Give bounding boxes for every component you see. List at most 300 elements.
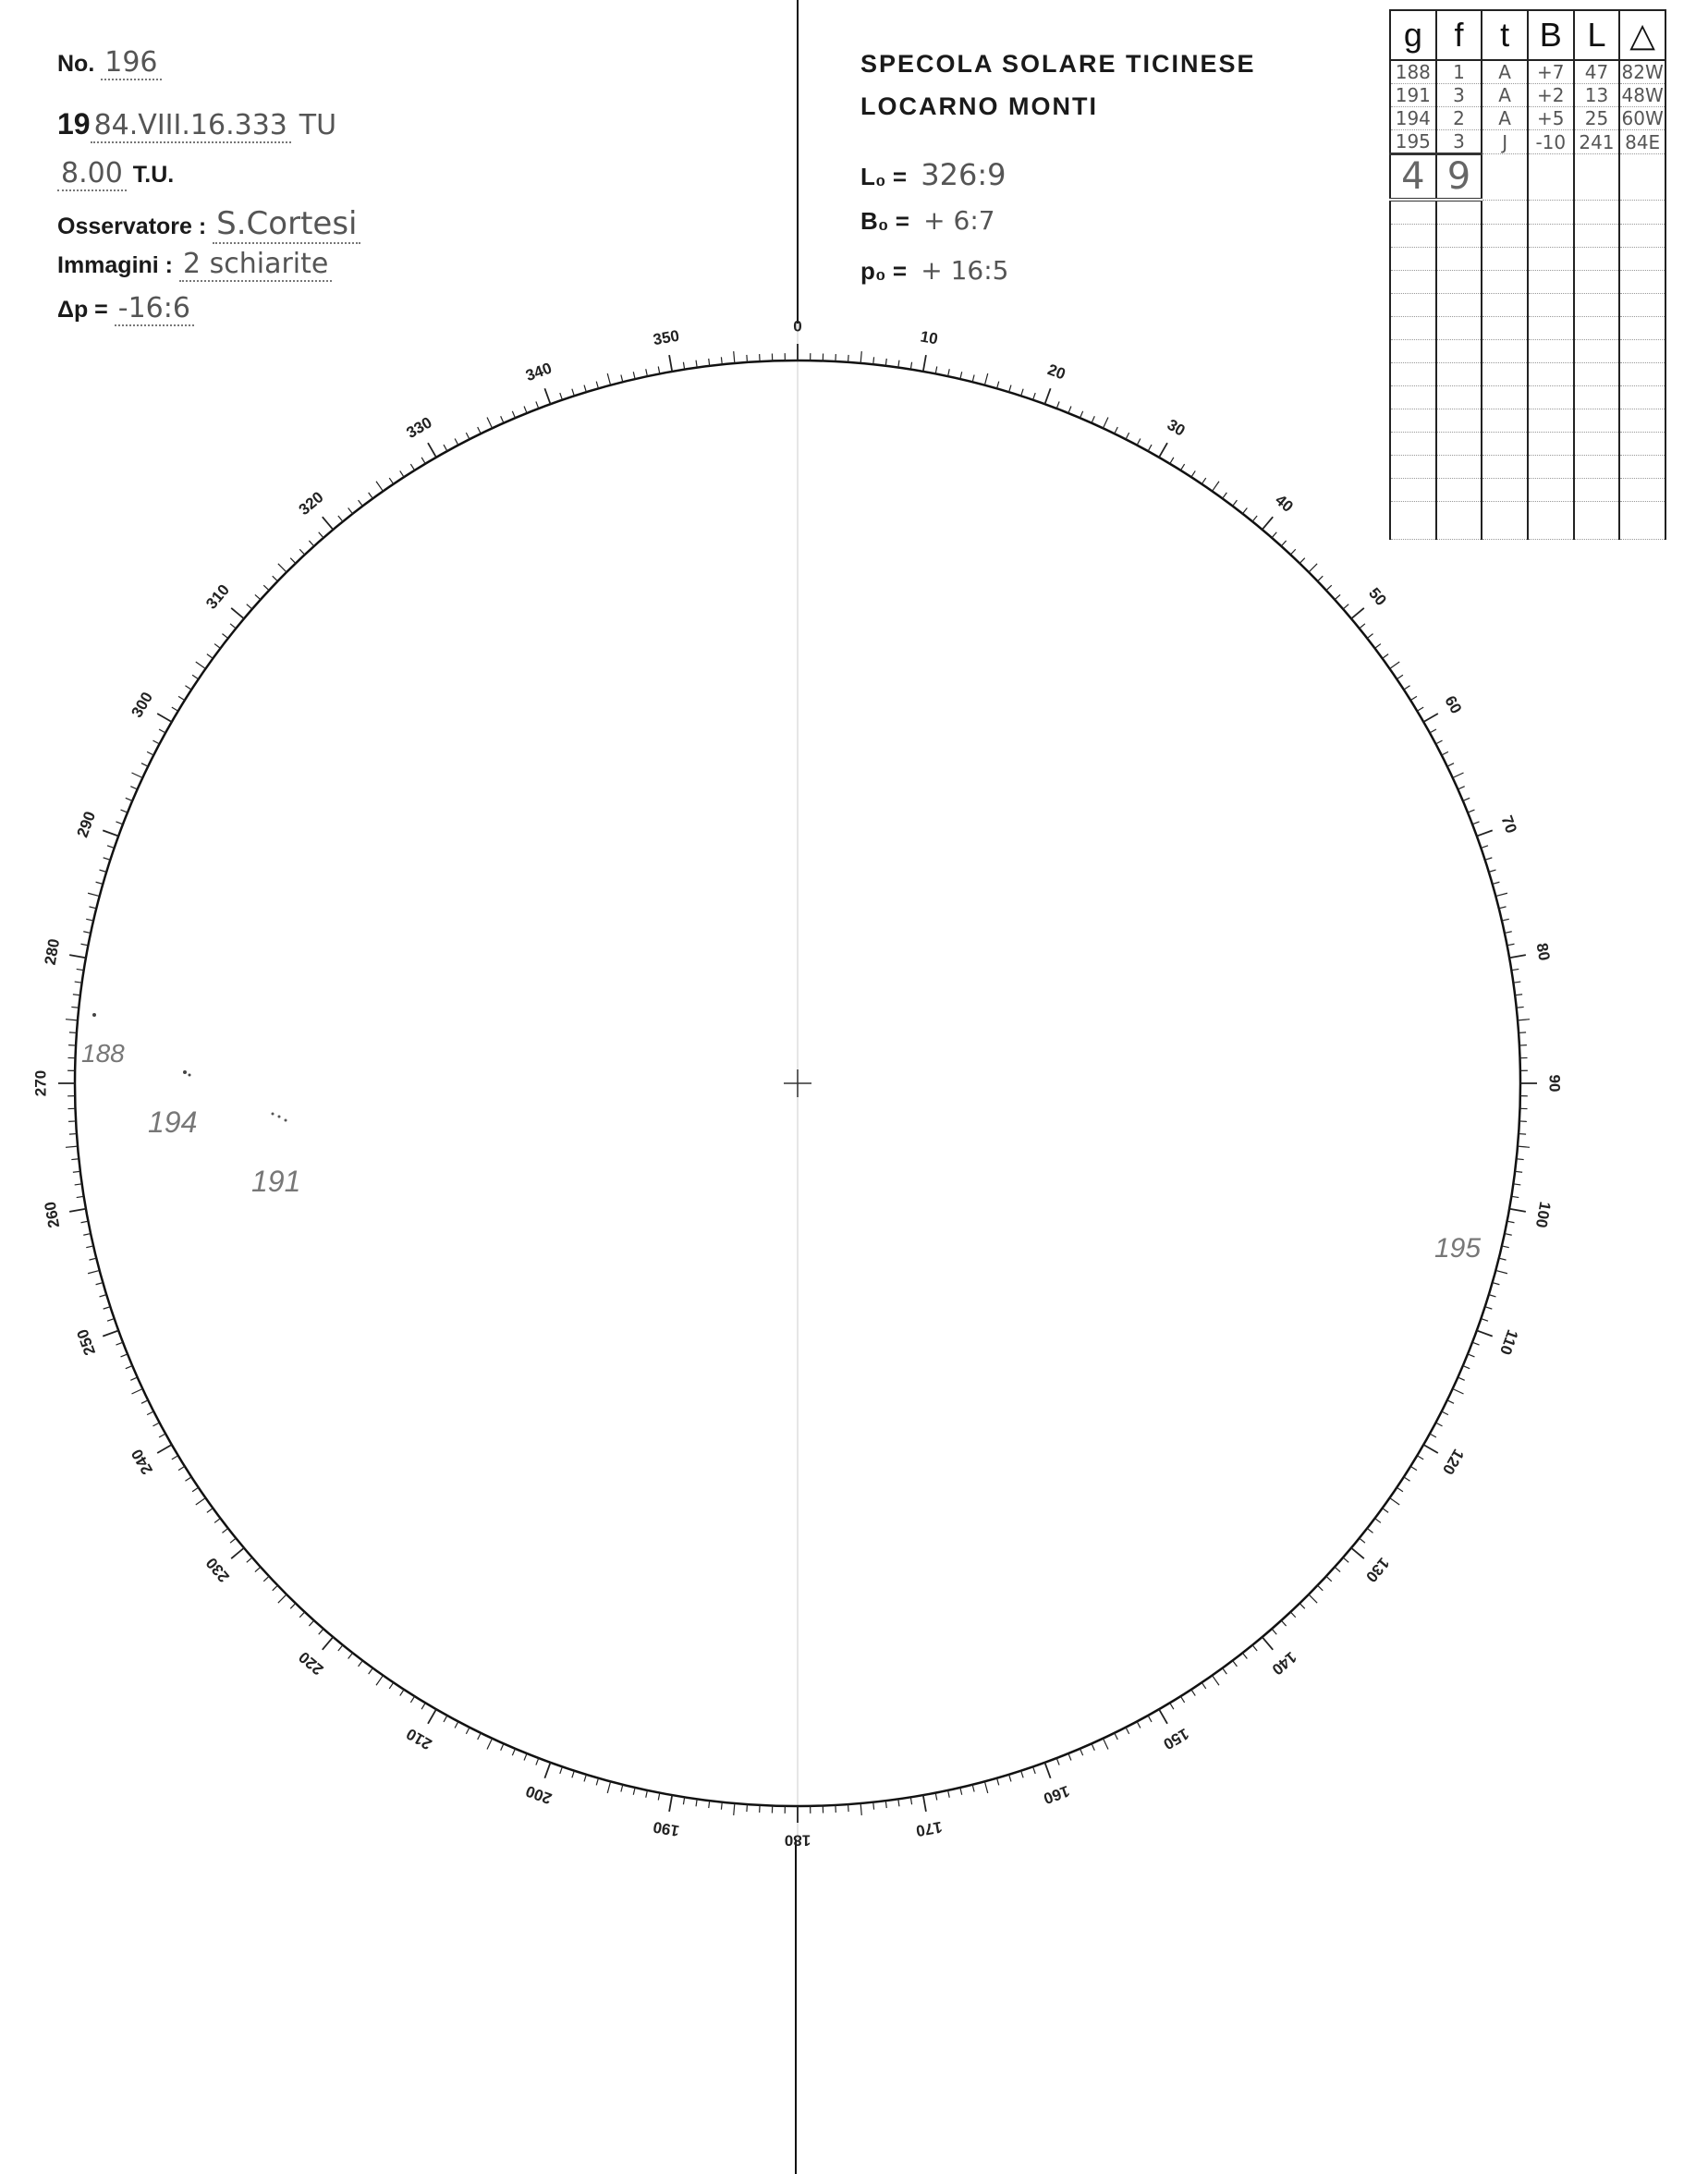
scale-tick <box>621 374 623 382</box>
scale-tick <box>75 982 82 983</box>
scale-label: 200 <box>523 1781 555 1808</box>
scale-tick <box>997 382 999 389</box>
scale-tick <box>299 1612 304 1618</box>
scale-tick <box>860 1803 861 1815</box>
scale-tick <box>455 1721 458 1728</box>
scale-tick <box>1159 443 1167 458</box>
scale-tick <box>121 1354 128 1357</box>
scale-tick <box>88 893 100 896</box>
scale-tick <box>466 1728 470 1734</box>
scale-tick <box>104 1307 111 1309</box>
scale-tick <box>230 624 236 629</box>
cell: A <box>1482 84 1528 107</box>
scale-tick <box>747 1804 748 1812</box>
scale-tick <box>1326 1576 1332 1581</box>
scale-tick <box>984 373 987 385</box>
scale-tick <box>86 919 93 921</box>
institution-location: LOCARNO MONTI <box>860 92 1098 120</box>
scale-tick <box>487 417 492 428</box>
scale-tick <box>873 1802 874 1810</box>
scale-tick <box>572 1771 574 1778</box>
scale-tick <box>683 362 684 370</box>
group-label-195: 195 <box>1434 1233 1482 1264</box>
scale-tick <box>247 1557 252 1562</box>
cell: 2 <box>1436 107 1482 130</box>
cell: +5 <box>1528 107 1574 130</box>
scale-tick <box>524 407 527 413</box>
scale-tick <box>1507 1221 1515 1223</box>
scale-tick <box>278 564 287 572</box>
scale-tick <box>607 1781 610 1793</box>
scale-tick <box>487 1739 492 1750</box>
scale-tick <box>157 714 172 722</box>
scale-tick <box>359 1661 363 1667</box>
scale-tick <box>1213 1676 1219 1686</box>
scale-tick <box>157 1445 172 1453</box>
scale-tick <box>596 382 598 389</box>
scale-tick <box>1410 1466 1417 1470</box>
scale-tick <box>66 1146 78 1147</box>
cell: 194 <box>1390 107 1436 130</box>
scale-tick <box>1115 427 1118 434</box>
cell: +2 <box>1528 84 1574 107</box>
scale-tick <box>621 1785 623 1792</box>
scale-tick <box>972 374 974 382</box>
scale-tick <box>1519 1134 1526 1135</box>
scale-label: 300 <box>128 689 157 721</box>
scale-label: 80 <box>1532 941 1554 962</box>
scale-tick <box>1223 1668 1227 1674</box>
scale-tick <box>1290 549 1295 555</box>
scale-tick <box>1447 763 1454 767</box>
B0-label: B₀ = <box>860 207 909 235</box>
scale-tick <box>147 751 153 755</box>
scale-tick <box>126 1366 132 1369</box>
scale-tick <box>1517 1007 1524 1008</box>
scale-tick <box>1485 858 1493 860</box>
scale-tick <box>369 1668 373 1674</box>
scale-tick <box>1021 1771 1023 1778</box>
scale-tick <box>1453 773 1464 777</box>
scale-tick <box>1159 1709 1167 1724</box>
scale-tick <box>1033 393 1036 400</box>
scale-tick <box>428 1709 436 1724</box>
scale-tick <box>71 1159 79 1160</box>
scale-tick <box>1505 1234 1512 1236</box>
scale-tick <box>696 1799 697 1806</box>
scale-tick <box>1509 1209 1526 1212</box>
scale-tick <box>1290 1612 1295 1618</box>
scale-tick <box>147 1411 153 1415</box>
scale-tick <box>1044 1763 1050 1778</box>
scale-label: 10 <box>919 327 940 348</box>
sunspot-dot <box>189 1074 191 1077</box>
scale-tick <box>263 1576 269 1581</box>
scale-tick <box>1180 464 1184 470</box>
scale-tick <box>1092 416 1094 422</box>
scale-tick <box>1375 644 1381 649</box>
delta-p-value: -16:6 <box>115 292 194 326</box>
scale-tick <box>126 798 132 800</box>
scale-label: 240 <box>128 1446 157 1478</box>
scale-tick <box>1383 654 1388 659</box>
scale-tick <box>1318 1585 1324 1591</box>
scale-tick <box>421 458 425 464</box>
scale-label: 20 <box>1044 360 1068 384</box>
scale-tick <box>1326 585 1332 590</box>
col-delta-header: △ <box>1619 10 1665 60</box>
scale-tick <box>83 1234 91 1236</box>
scale-tick <box>560 1766 563 1774</box>
scale-tick <box>536 1758 539 1765</box>
delta-p-label: Δp = <box>57 297 108 323</box>
scale-tick <box>196 662 206 668</box>
scale-tick <box>898 360 899 368</box>
scale-tick <box>1103 417 1107 428</box>
scale-tick <box>1417 1456 1423 1460</box>
scale-label: 150 <box>1160 1724 1192 1753</box>
scale-tick <box>152 740 159 744</box>
scale-tick <box>222 1528 227 1533</box>
scale-tick <box>1423 1445 1438 1453</box>
scale-tick <box>1080 1749 1083 1755</box>
scale-tick <box>1281 541 1286 546</box>
scale-label: 70 <box>1497 812 1520 837</box>
scale-tick <box>278 1594 287 1603</box>
scale-tick <box>478 1733 482 1740</box>
scale-tick <box>1009 1775 1011 1782</box>
scale-tick <box>116 1342 122 1345</box>
B0-value: + 6:7 <box>923 205 995 236</box>
scale-tick <box>997 1778 999 1786</box>
scale-tick <box>1423 714 1438 722</box>
scale-tick <box>1021 389 1023 397</box>
scale-label: 60 <box>1441 692 1466 717</box>
scale-tick <box>669 355 672 372</box>
scale-tick <box>885 1801 886 1808</box>
scale-tick <box>885 359 886 366</box>
scale-tick <box>1281 1620 1286 1626</box>
scale-tick <box>1318 576 1324 581</box>
scale-tick <box>159 1434 165 1437</box>
scale-tick <box>1404 1477 1410 1481</box>
scale-tick <box>231 608 244 619</box>
scale-tick <box>1223 493 1227 498</box>
scale-tick <box>1137 1721 1141 1728</box>
scale-tick <box>960 1788 962 1795</box>
scale-tick <box>444 1716 447 1722</box>
group-label-188: 188 <box>81 1039 125 1068</box>
scale-tick <box>1477 830 1493 836</box>
scale-label: 350 <box>652 326 681 349</box>
scale-tick <box>633 372 635 379</box>
scale-tick <box>172 1456 178 1460</box>
scale-tick <box>192 1487 199 1491</box>
scale-tick <box>1481 846 1488 849</box>
scale-label: 90 <box>1545 1074 1564 1093</box>
scale-label: 180 <box>784 1831 811 1850</box>
scale-tick <box>1468 810 1474 812</box>
scale-tick <box>1252 1645 1257 1651</box>
scale-tick <box>263 585 269 590</box>
scale-tick <box>121 810 128 812</box>
scale-tick <box>1481 1319 1488 1322</box>
scale-tick <box>1202 478 1205 484</box>
cell: 84E <box>1619 130 1665 154</box>
scale-tick <box>544 388 550 404</box>
scale-tick <box>1397 1487 1403 1491</box>
scale-tick <box>935 1793 937 1801</box>
scale-tick <box>1180 1696 1184 1703</box>
cell: 195 <box>1390 130 1436 154</box>
scale-tick <box>1390 662 1400 668</box>
scale-tick <box>1351 1548 1364 1559</box>
scale-tick <box>428 443 436 458</box>
scale-label: 130 <box>1362 1554 1393 1586</box>
scale-tick <box>323 517 334 530</box>
scale-tick <box>88 1270 100 1273</box>
scale-tick <box>81 1221 89 1223</box>
scale-tick <box>1442 1411 1448 1415</box>
scale-label: 190 <box>652 1817 681 1840</box>
scale-tick <box>196 1498 206 1505</box>
scale-label: 290 <box>73 809 100 840</box>
cell: 25 <box>1574 107 1620 130</box>
scale-tick <box>214 644 220 649</box>
scale-tick <box>1518 1146 1530 1147</box>
scale-tick <box>359 500 363 506</box>
scale-tick <box>1468 1354 1474 1357</box>
scale-tick <box>960 372 962 379</box>
scale-tick <box>1493 1283 1500 1285</box>
scale-tick <box>721 1802 722 1810</box>
scale-tick <box>560 393 563 400</box>
scale-label: 330 <box>403 413 435 443</box>
scale-tick <box>299 549 304 555</box>
scale-tick <box>696 360 697 368</box>
scale-tick <box>290 1604 296 1609</box>
scale-tick <box>1367 634 1372 639</box>
scale-tick <box>185 686 191 690</box>
scale-tick <box>455 438 458 445</box>
scale-label: 320 <box>295 488 327 519</box>
scale-tick <box>1383 1508 1388 1513</box>
scale-tick <box>96 882 104 884</box>
scale-tick <box>1056 401 1059 408</box>
scale-tick <box>1202 1682 1205 1689</box>
scale-tick <box>75 1184 82 1185</box>
group-label-194: 194 <box>148 1105 198 1139</box>
scale-tick <box>1507 944 1515 946</box>
col-B-header: B <box>1528 10 1574 60</box>
scale-tick <box>1191 470 1195 477</box>
record-number-value: 196 <box>101 46 161 80</box>
scale-tick <box>734 1803 735 1815</box>
scale-tick <box>309 1620 313 1626</box>
scale-tick <box>141 763 148 767</box>
scale-tick <box>444 445 447 451</box>
scale-tick <box>923 1795 926 1812</box>
scale-tick <box>1513 982 1520 983</box>
sunspot-dot <box>183 1070 187 1074</box>
scale-tick <box>683 1797 684 1804</box>
scale-label: 270 <box>31 1069 50 1097</box>
scale-label: 260 <box>41 1200 64 1229</box>
scale-tick <box>721 357 722 364</box>
scale-tick <box>1056 1758 1059 1765</box>
scale-tick <box>1513 1184 1520 1185</box>
scale-label: 120 <box>1438 1446 1468 1478</box>
cell: J <box>1482 130 1528 154</box>
scale-tick <box>1233 500 1238 506</box>
cell: 13 <box>1574 84 1620 107</box>
P0-value: + 16:5 <box>921 255 1009 286</box>
scale-label: 140 <box>1268 1648 1300 1679</box>
scale-label: 50 <box>1365 584 1390 609</box>
observer-label: Osservatore : <box>57 214 207 239</box>
scale-tick <box>389 478 393 484</box>
scale-tick <box>1148 445 1152 451</box>
scale-tick <box>100 870 107 872</box>
scale-tick <box>131 1388 142 1393</box>
scale-tick <box>71 1007 79 1008</box>
scale-tick <box>323 1637 334 1650</box>
scale-label: 340 <box>523 359 555 385</box>
scale-tick <box>1044 388 1050 404</box>
cell: 82W <box>1619 60 1665 84</box>
scale-tick <box>83 932 91 934</box>
images-value: 2 schiarite <box>179 248 332 282</box>
scale-tick <box>1453 1388 1464 1393</box>
cell: -10 <box>1528 130 1574 154</box>
scale-tick <box>69 1209 86 1212</box>
scale-tick <box>633 1788 635 1795</box>
scale-tick <box>103 1330 118 1336</box>
cell: 191 <box>1390 84 1436 107</box>
scale-tick <box>214 1519 220 1523</box>
scale-tick <box>319 1629 323 1634</box>
scale-tick <box>410 1696 414 1703</box>
sunspot-dot <box>92 1013 96 1017</box>
scale-tick <box>1170 458 1174 464</box>
scale-tick <box>709 359 710 366</box>
scale-tick <box>584 385 586 393</box>
observer-value: S.Cortesi <box>213 205 360 244</box>
sunspot-dot <box>278 1116 281 1118</box>
scale-tick <box>1242 507 1247 513</box>
scale-tick <box>584 1775 586 1782</box>
sunspot-dot <box>285 1119 287 1122</box>
scale-tick <box>338 516 343 521</box>
scale-tick <box>69 1032 77 1033</box>
total-groups: 4 <box>1390 154 1436 201</box>
col-g-header: g <box>1390 10 1436 60</box>
col-f-header: f <box>1436 10 1482 60</box>
scale-tick <box>77 1196 84 1197</box>
scale-tick <box>178 696 185 700</box>
scale-tick <box>1263 517 1274 530</box>
scale-tick <box>73 1171 80 1172</box>
scale-label: 230 <box>202 1554 233 1586</box>
scale-tick <box>1410 696 1417 700</box>
cell: A <box>1482 60 1528 84</box>
scale-tick <box>1495 1270 1507 1273</box>
scale-tick <box>319 532 323 538</box>
scale-tick <box>1515 1171 1522 1172</box>
scale-tick <box>572 389 574 397</box>
scale-tick <box>1458 787 1464 789</box>
scale-tick <box>1375 1519 1381 1523</box>
cell: 1 <box>1436 60 1482 84</box>
scale-tick <box>103 830 118 836</box>
scale-tick <box>1360 1538 1365 1543</box>
scale-tick <box>107 1319 115 1322</box>
scale-tick <box>1489 1295 1496 1297</box>
scale-tick <box>290 558 296 564</box>
scale-tick <box>1009 385 1011 393</box>
scale-tick <box>1404 686 1410 690</box>
scale-tick <box>89 1258 96 1260</box>
scale-tick <box>1080 411 1083 418</box>
scale-tick <box>247 605 252 609</box>
scale-tick <box>130 1377 137 1380</box>
scale-tick <box>255 594 261 599</box>
scale-tick <box>1485 1307 1493 1309</box>
scale-tick <box>984 1781 987 1793</box>
scale-tick <box>116 822 122 824</box>
cell: 3 <box>1436 130 1482 154</box>
scale-tick <box>192 675 199 678</box>
institution-name: SPECOLA SOLARE TICINESE <box>860 50 1256 78</box>
scale-tick <box>348 507 353 513</box>
scale-label: 110 <box>1496 1326 1522 1358</box>
images-label: Immagini : <box>57 252 174 278</box>
scale-tick <box>231 1548 244 1559</box>
scale-tick <box>1463 1366 1470 1369</box>
scale-tick <box>1472 822 1479 824</box>
scale-tick <box>1299 1604 1305 1609</box>
scale-tick <box>1360 624 1365 629</box>
scale-tick <box>1493 882 1500 884</box>
scale-tick <box>410 464 414 470</box>
sunspot-dot <box>272 1113 274 1116</box>
scale-tick <box>1442 751 1448 755</box>
scale-tick <box>309 541 313 546</box>
scale-tick <box>658 367 660 374</box>
scale-tick <box>873 357 874 364</box>
scale-tick <box>646 1790 648 1798</box>
scale-tick <box>1502 1246 1509 1248</box>
scale-tick <box>1489 870 1496 872</box>
scale-tick <box>348 1653 353 1658</box>
scale-tick <box>1103 1739 1107 1750</box>
cell: 47 <box>1574 60 1620 84</box>
scale-tick <box>1430 729 1436 733</box>
scale-tick <box>1472 1342 1479 1345</box>
scale-tick <box>152 1423 159 1426</box>
scale-tick <box>848 1804 849 1812</box>
cell: 48W <box>1619 84 1665 107</box>
scale-tick <box>658 1793 660 1801</box>
scale-tick <box>1191 1690 1195 1696</box>
scale-tick <box>1263 1637 1274 1650</box>
scale-tick <box>1499 907 1507 909</box>
scale-tick <box>1068 407 1071 413</box>
scale-tick <box>255 1567 261 1571</box>
scale-tick <box>369 493 373 498</box>
scale-tick <box>77 969 84 970</box>
scale-tick <box>1397 675 1403 678</box>
